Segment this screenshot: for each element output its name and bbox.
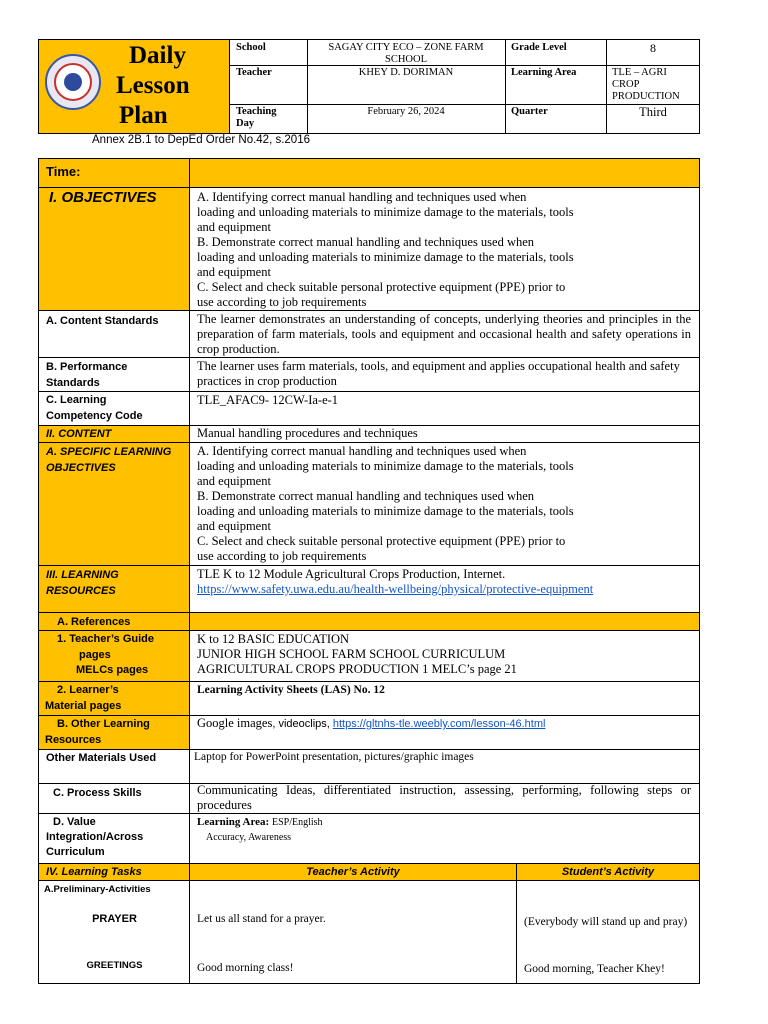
learning-resources-text: TLE K to 12 Module Agricultural Crops Production, Internet. https://www.safety.uwa.edu.au/health-wellbeing/physical/protective-equipment [197,567,594,596]
teacher-value: KHEY D. DORIMAN [358,67,454,78]
other-materials-row [39,749,699,784]
teaching-day-value: February 26, 2024 [367,106,445,117]
header-title-block: Daily Lesson Plan [39,40,230,133]
objectives-label: I. OBJECTIVES [49,189,157,206]
learning-area-label: Learning Area [511,67,577,78]
other-resources-row [39,715,699,750]
grade-level-label: Grade Level [511,42,567,53]
teachers-guide-label: 1. Teacher’s Guide pages MELCs pages [57,633,155,676]
ppe-resource-link[interactable]: https://www.safety.uwa.edu.au/health-wellbeing/physical/protective-equipment [197,582,594,596]
grade-level-value: 8 [650,41,656,55]
specific-objectives-label: A. SPECIFIC LEARNING OBJECTIVES [46,446,172,474]
specific-objectives-text: A. Identifying correct manual handling and techniques used when loading and unloading materials to minimize damage to the materials, tools and equipment B. Demonstrate correct manual handling and techniques used when loading and unloading materials to minimize damage to the materials, tools and equipment C. Select and check suitable personal protective equipment (PPE) prior to use according to job requirements [197,444,574,563]
objectives-row [39,187,699,311]
time-row [39,159,699,187]
learning-tasks-header [39,863,699,881]
content-label: II. CONTENT [46,428,112,440]
preliminary-label: A.Preliminary-Activities [44,884,151,895]
other-materials-label: Other Materials Used [46,752,157,764]
annex-note: Annex 2B.1 to DepEd Order No.42, s.2016 [92,134,310,146]
competency-row [39,391,699,426]
content-row [39,425,699,443]
value-integration-row [39,813,699,864]
learning-area-value: TLE – AGRI CROP PRODUCTION [612,67,680,102]
content-standards-label: A. Content Standards [46,315,159,327]
learning-tasks-label: IV. Learning Tasks [46,866,142,878]
process-skills-row [39,783,699,814]
other-resources-text: Google images, videoclips, https://gltnhs-tle.weebly.com/lesson-46.html [197,716,546,730]
lesson-plan-table [38,158,700,984]
greetings-label: GREETINGS [86,960,143,971]
process-skills-text: Communicating Ideas, differentiated instruction, assessing, performing, following steps or procedures [197,783,691,812]
quarter-value: Third [639,105,667,119]
learning-resources-label: III. LEARNING RESOURCES [46,569,119,597]
greetings-teacher-text: Good morning class! [197,962,294,974]
content-standards-row [39,310,699,358]
prayer-student-text: (Everybody will stand up and pray) [524,916,688,928]
competency-code: TLE_AFAC9- 12CW-Ia-e-1 [197,393,339,407]
deped-seal-logo [45,54,101,110]
value-integration-text: Learning Area: ESP/English Accuracy, Awareness [197,816,323,843]
school-value: SAGAY CITY ECO – ZONE FARM SCHOOL [328,42,484,65]
quarter-label: Quarter [511,106,548,117]
prayer-label: PRAYER [92,913,137,925]
school-label: School [236,42,266,53]
references-row [39,612,699,631]
preliminary-activities-row [39,880,699,984]
objectives-text: A. Identifying correct manual handling and techniques used when loading and unloading materials to minimize damage to the materials, tools and equipment B. Demonstrate correct manual handling and techniques used when loading and unloading materials to minimize damage to the materials, tools and equipment C. Select and check suitable personal protective equipment (PPE) prior to use according to job requirements [197,190,574,309]
references-label: A. References [57,616,131,628]
competency-label: C. Learning Competency Code [46,394,143,422]
las-text: Learning Activity Sheets (LAS) No. 12 [197,684,385,696]
student-activity-header: Student’s Activity [561,866,655,878]
teacher-activity-header: Teacher’s Activity [306,866,400,878]
content-text: Manual handling procedures and techniques [197,426,418,440]
learners-material-label: 2. Learner’s Material pages [45,684,122,712]
performance-standards-label: B. Performance Standards [46,361,128,389]
teacher-label: Teacher [236,67,272,78]
performance-standards-text: The learner uses farm materials, tools, and equipment and applies occupational health and safety practices in crop production [197,359,680,388]
other-resources-label: B. Other Learning Resources [45,718,150,746]
teaching-day-label: Teaching Day [236,106,277,129]
greetings-student-text: Good morning, Teacher Khey! [524,963,665,975]
content-standards-text: The learner demonstrates an understanding of concepts, underlying theories and principles in the preparation of farm materials, tools and equipment and occasional health and safety operations in crop production. [197,312,691,356]
teachers-guide-text: K to 12 BASIC EDUCATION JUNIOR HIGH SCHOOL FARM SCHOOL CURRICULUM AGRICULTURAL CROPS PRODUCTION 1 MELC’s page 21 [197,632,517,676]
learning-resources-row [39,565,699,613]
other-materials-text: Laptop for PowerPoint presentation, pictures/graphic images [194,751,474,763]
performance-standards-row [39,357,699,392]
learners-material-row [39,681,699,716]
process-skills-label: C. Process Skills [53,787,142,799]
teachers-guide-row [39,630,699,682]
header-table [38,39,700,134]
specific-objectives-row [39,442,699,566]
gltnhs-lesson-link[interactable]: https://gltnhs-tle.weebly.com/lesson-46.html [332,718,546,730]
time-label: Time: [46,164,81,179]
value-integration-label: D. Value Integration/Across Curriculum [46,816,144,858]
prayer-teacher-text: Let us all stand for a prayer. [197,913,326,925]
